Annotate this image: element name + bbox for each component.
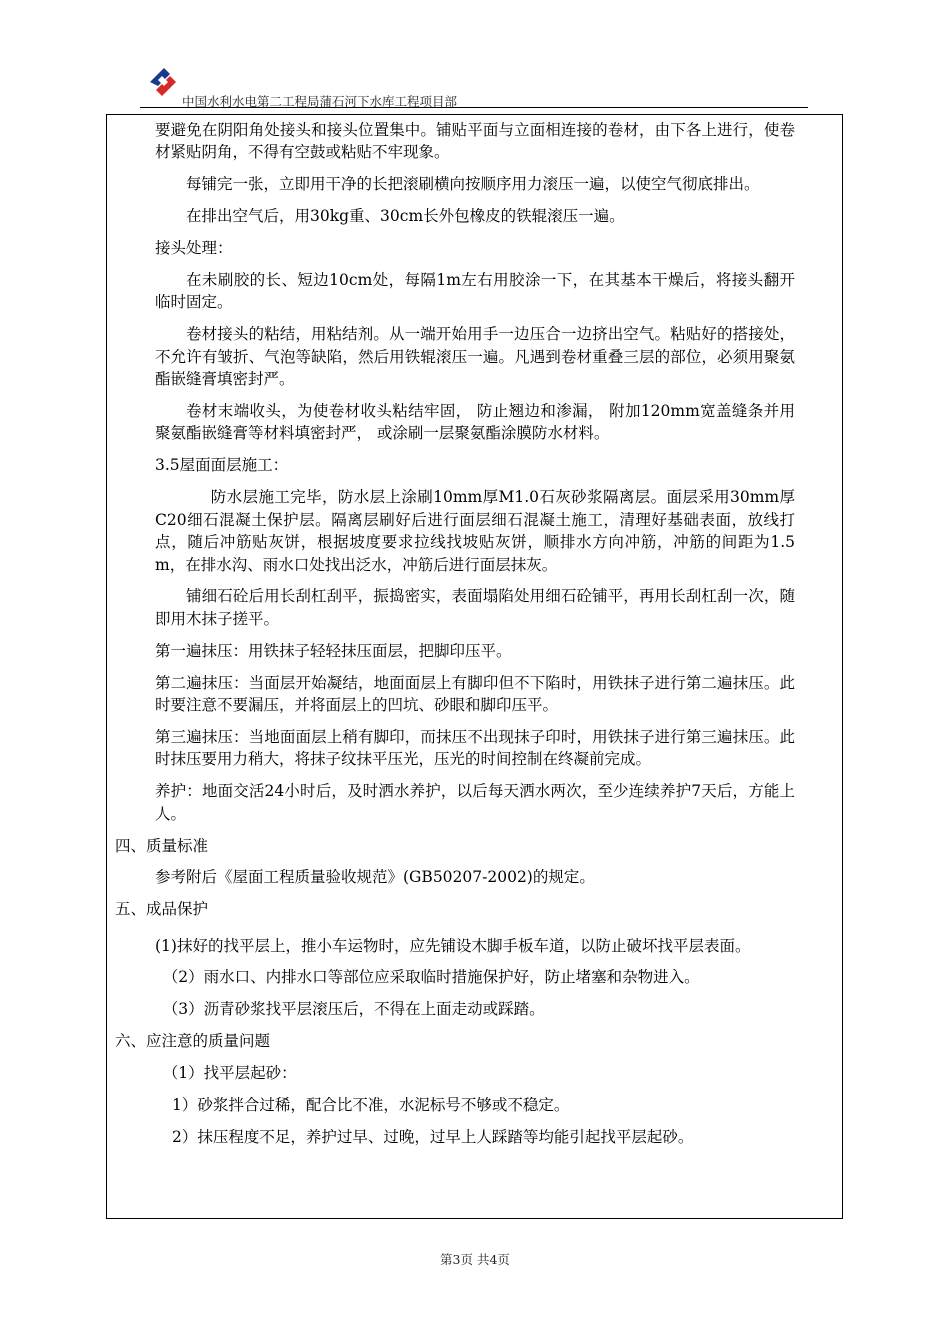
content-frame: [106, 114, 843, 1219]
paragraph: 第三遍抹压：当地面面层上稍有脚印，而抹压不出现抹子印时，用铁抹子进行第三遍抹压。此时抹压要用力稍大，将抹子纹抹平压光，压光的时间控制在终凝前完成。: [155, 727, 795, 769]
paragraph: 卷材末端收头，为使卷材收头粘结牢固， 防止翘边和渗漏， 附加120mm宽盖缝条并用聚氨酯嵌缝膏等材料填密封严， 或涂刷一层聚氨酯涂膜防水材料。: [155, 402, 795, 443]
paragraph: 养护：地面交活24小时后，及时洒水养护，以后每天洒水两次，至少连续养护7天后，方能上人。: [155, 782, 795, 823]
paragraph: 在排出空气后，用30kg重、30cm长外包橡皮的铁辊滚压一遍。: [186, 207, 625, 226]
page-number: 第3页 共4页: [440, 1252, 510, 1267]
paragraph: 参考附后《屋面工程质量验收规范》(GB50207-2002)的规定。: [155, 868, 595, 887]
list-item: 1）砂浆拌合过稀，配合比不准，水泥标号不够或不稳定。: [172, 1095, 570, 1114]
list-item: （2）雨水口、内排水口等部位应采取临时措施保护好，防止堵塞和杂物进入。: [162, 968, 700, 987]
paragraph: 铺细石砼后用长刮杠刮平，振捣密实，表面塌陷处用细石砼铺平，再用长刮杠刮一次，随即用木抹子搓平。: [155, 587, 795, 628]
paragraph: 要避免在阴阳角处接头和接头位置集中。铺贴平面与立面相连接的卷材，由下各上进行，使卷材紧贴阴角，不得有空鼓或粘贴不牢现象。: [155, 121, 795, 162]
section-heading: 五、成品保护: [115, 900, 209, 919]
paragraph: 卷材接头的粘结，用粘结剂。从一端开始用手一边压合一边挤出空气。粘贴好的搭接处，不允许有皱折、气泡等缺陷，然后用铁辊滚压一遍。凡遇到卷材重叠三层的部位，必须用聚氨酯嵌缝膏填密封严。: [155, 325, 795, 389]
organization-name: 中国水利水电第二工程局蒲石河下水库工程项目部: [182, 94, 458, 109]
list-item: 2）抹压程度不足，养护过早、过晚，过早上人踩踏等均能引起找平层起砂。: [172, 1127, 694, 1146]
paragraph: 每铺完一张，立即用干净的长把滚刷横向按顺序用力滚压一遍，以使空气彻底排出。: [186, 175, 760, 194]
paragraph: 在未刷胶的长、短边10cm处，每隔1m左右用胶涂一下，在其基本干燥后，将接头翻开临时固定。: [155, 271, 795, 312]
header-divider: [140, 107, 808, 108]
list-item: （1）找平层起砂：: [162, 1064, 297, 1082]
section-heading: 四、质量标准: [115, 836, 209, 855]
section-heading: 六、应注意的质量问题: [115, 1032, 271, 1051]
subheading: 接头处理：: [155, 239, 233, 258]
paragraph: 第一遍抹压：用铁抹子轻轻抹压面层，把脚印压平。: [155, 641, 512, 660]
paragraph: 防水层施工完毕，防水层上涂刷10mm厚M1.0石灰砂浆隔离层。面层采用30mm厚C20细石混凝土保护层。隔离层刷好后进行面层细石混凝土施工，清理好基础表面，放线打点，随后冲筋贴灰饼，根据坡度要求拉线找坡贴灰饼，顺排水方向冲筋，冲筋的间距为1.5m，在排水沟、雨水口处找出泛水，冲筋后进行面层抹灰。: [155, 488, 795, 574]
paragraph: 第二遍抹压：当面层开始凝结，地面面层上有脚印但不下陷时，用铁抹子进行第二遍抹压。此时要注意不要漏压，并将面层上的凹坑、砂眼和脚印压平。: [155, 673, 795, 715]
page-header: [140, 62, 808, 108]
company-logo-icon: [144, 62, 182, 100]
list-item: （3）沥青砂浆找平层滚压后，不得在上面走动或踩踏。: [162, 1000, 545, 1019]
list-item: (1)抹好的找平层上，推小车运物时，应先铺设木脚手板车道，以防止破坏找平层表面。: [155, 937, 751, 956]
document-body: [115, 119, 795, 1158]
subheading: 3.5屋面面层施工：: [155, 456, 289, 475]
